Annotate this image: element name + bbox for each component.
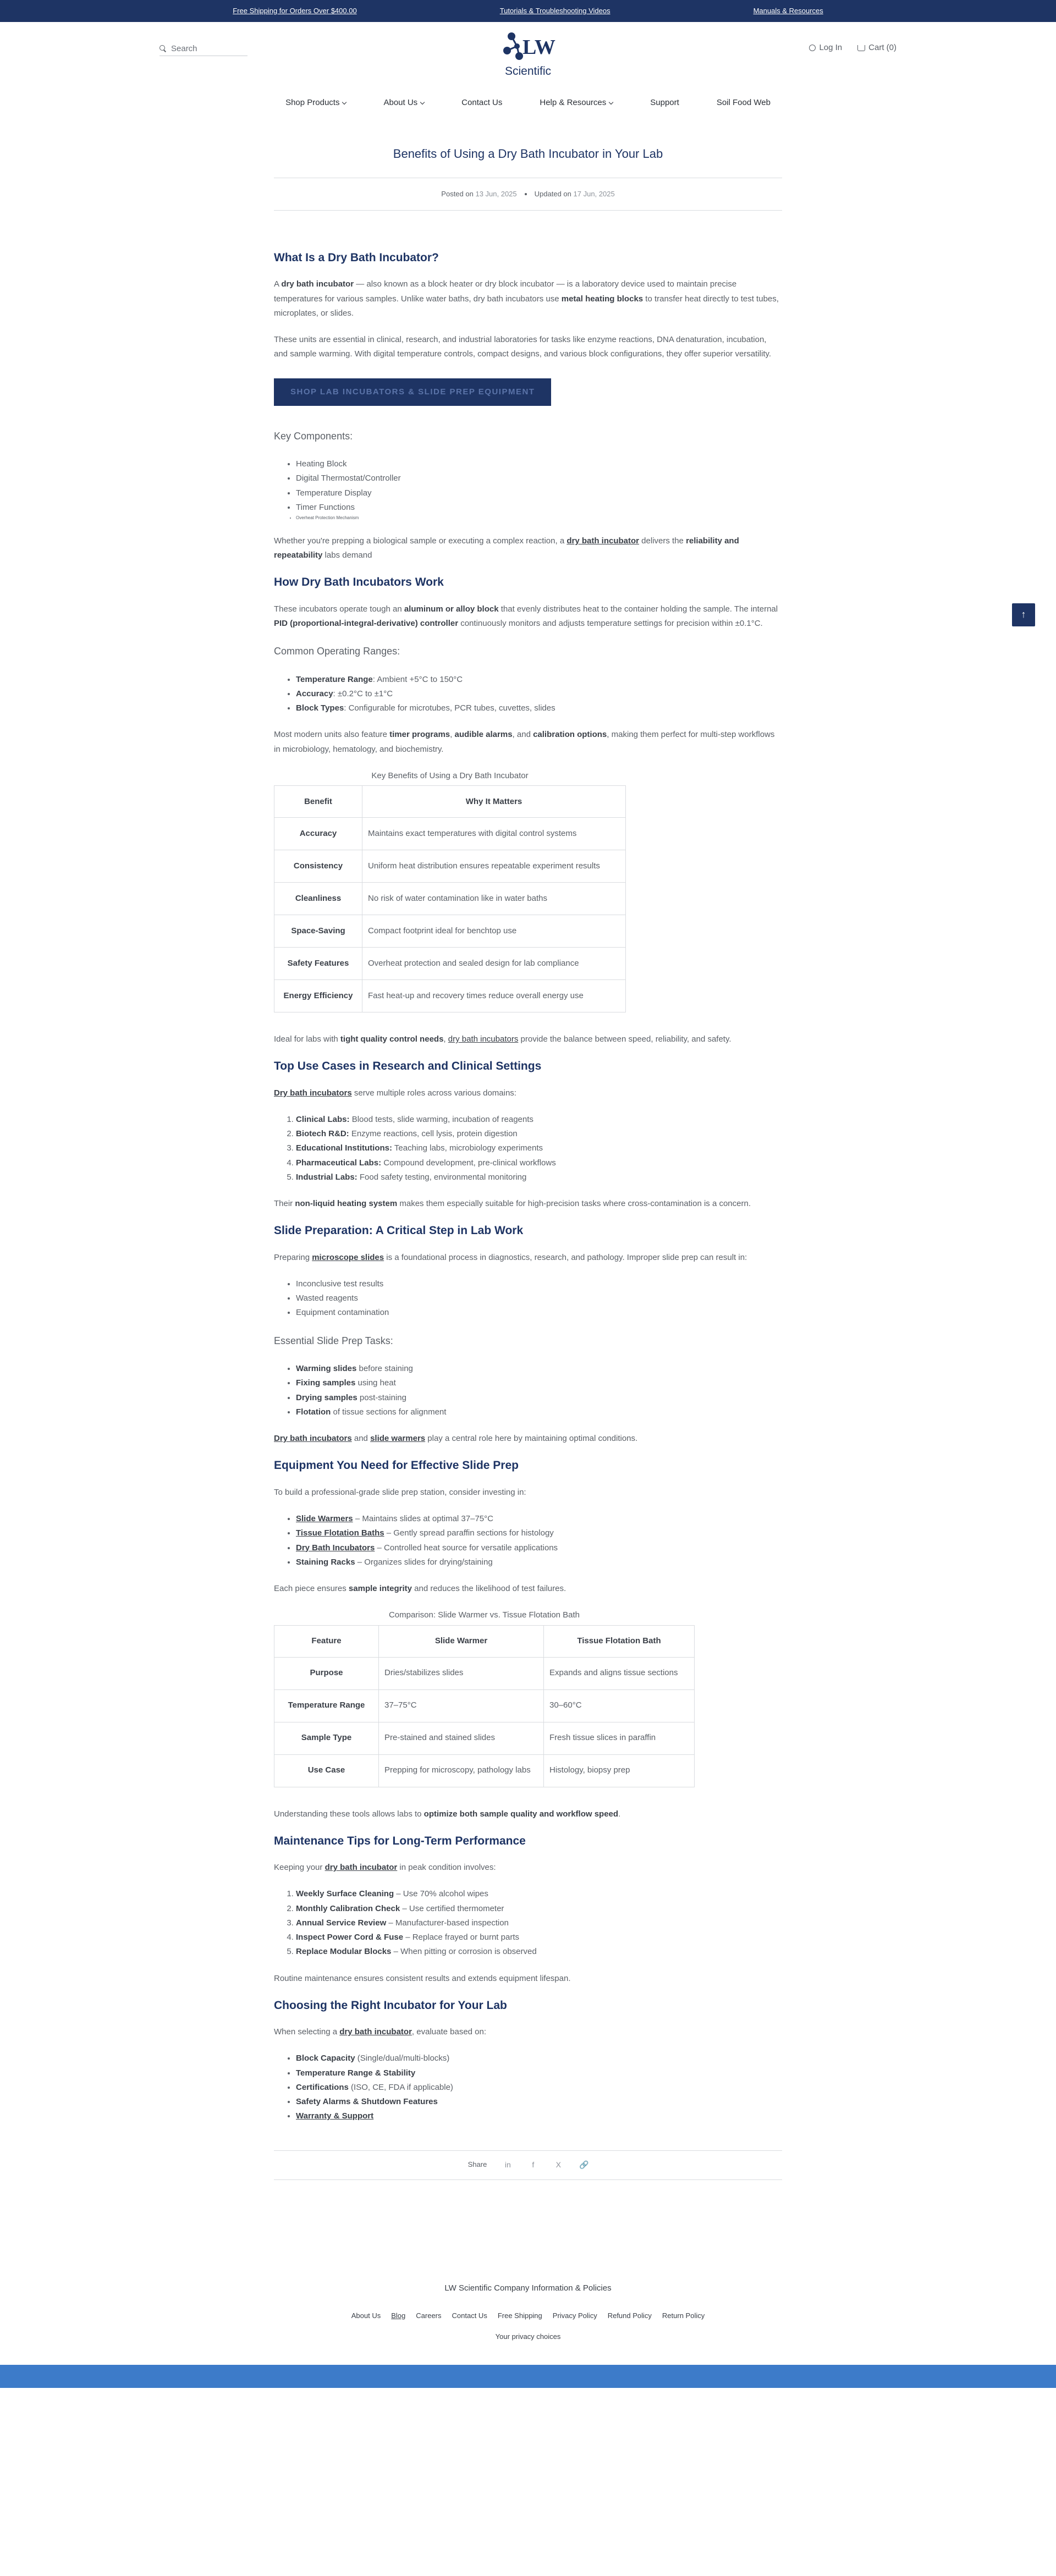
table-cell: 30–60°C: [544, 1689, 695, 1722]
bold-text: dry bath incubator: [281, 279, 354, 289]
text: post-staining: [357, 1392, 406, 1402]
table-cell: Uniform heat distribution ensures repeatable experiment results: [362, 850, 626, 883]
dry-bath-link[interactable]: Dry bath incubators: [274, 1088, 352, 1098]
bold-text: Safety Alarms & Shutdown Features: [296, 2097, 438, 2107]
list-item: [296, 1930, 782, 1945]
bold-text: Temperature Range: [296, 674, 373, 684]
text: – Use 70% alcohol wipes: [394, 1889, 488, 1899]
list-item: [296, 687, 782, 701]
table-cell: No risk of water contamination like in water baths: [362, 883, 626, 915]
text: – Use certified thermometer: [400, 1903, 504, 1913]
text: Teaching labs, microbiology experiments: [392, 1143, 543, 1153]
text: (ISO, CE, FDA if applicable): [348, 2082, 453, 2092]
meta-separator: [525, 193, 527, 195]
updated-label: Updated on: [534, 189, 571, 198]
list-item: • Digital Thermostat/Controller: [296, 471, 782, 486]
dry-bath-link[interactable]: dry bath incubator: [339, 2027, 412, 2037]
nav-label: About Us: [383, 98, 418, 108]
benefits-table: [274, 769, 626, 1012]
bold-text: calibration options: [533, 730, 607, 740]
logo-mark-icon: [501, 30, 556, 63]
maintenance-list: [296, 1887, 782, 1959]
bold-text: Clinical Labs:: [296, 1114, 350, 1124]
table-cell: 37–75°C: [379, 1689, 544, 1722]
bold-text: tight quality control needs: [340, 1034, 444, 1044]
text: Food safety testing, environmental monitoring: [357, 1172, 527, 1182]
text: Compound development, pre-clinical workflows: [381, 1158, 556, 1168]
list-item: [296, 2095, 782, 2109]
list-item: [296, 1376, 782, 1390]
table-row: [274, 883, 626, 915]
announcement-link-shipping[interactable]: Free Shipping for Orders Over $400.00: [233, 6, 357, 15]
bold-text: Pharmaceutical Labs:: [296, 1158, 382, 1168]
list-item: • Timer Functions: [296, 500, 782, 515]
nav-label: Support: [650, 98, 679, 108]
bold-text: Warming slides: [296, 1364, 357, 1374]
table-cell: Energy Efficiency: [274, 980, 362, 1012]
link-icon[interactable]: 🔗: [579, 2160, 589, 2170]
table-header: Feature: [274, 1625, 379, 1657]
table-row: [274, 948, 626, 980]
footer-title: LW Scientific Company Information & Policies: [444, 2283, 612, 2293]
table-cell: Fresh tissue slices in paraffin: [544, 1722, 695, 1754]
list-item: [296, 1902, 782, 1916]
announcement-link-tutorials[interactable]: Tutorials & Troubleshooting Videos: [499, 6, 610, 15]
table-row: [274, 1722, 695, 1754]
text: Each piece ensures: [274, 1584, 349, 1594]
table-cell: Use Case: [274, 1754, 379, 1787]
bold-text: Temperature Range & Stability: [296, 2068, 416, 2078]
list-item: [296, 1170, 782, 1185]
slide-warmers-link[interactable]: Slide Warmers: [296, 1514, 353, 1524]
article-title: Benefits of Using a Dry Bath Incubator in Your Lab: [393, 147, 663, 161]
bold-text: reliability and repeatability: [274, 536, 739, 560]
text: before staining: [356, 1364, 413, 1374]
subheading: Essential Slide Prep Tasks:: [274, 1335, 393, 1346]
list-item: [296, 673, 782, 687]
list-item: [296, 1945, 782, 1959]
section-heading: What Is a Dry Bath Incubator?: [274, 251, 439, 264]
table-cell: Expands and aligns tissue sections: [544, 1657, 695, 1689]
list-item: [296, 1541, 782, 1555]
warranty-support-link[interactable]: Warranty & Support: [296, 2111, 374, 2121]
footer-link-privacy[interactable]: Privacy Policy: [552, 2311, 597, 2320]
list-item: [296, 1916, 782, 1930]
nav-support[interactable]: [631, 96, 698, 110]
bold-text: PID (proportional-integral-derivative) controller: [274, 618, 459, 628]
article-meta: [274, 178, 782, 211]
text: , and: [512, 730, 534, 740]
text: Understanding these tools allows labs to: [274, 1809, 424, 1819]
text: ,: [450, 730, 455, 740]
search-box[interactable]: [160, 44, 248, 56]
logo-text: Scientific: [504, 65, 552, 78]
list-item: [296, 1156, 782, 1170]
chevron-down-icon: [609, 100, 613, 104]
table-header: Tissue Flotation Bath: [544, 1625, 695, 1657]
text: Most modern units also feature: [274, 730, 390, 740]
table-cell: Purpose: [274, 1657, 379, 1689]
header-actions: [809, 41, 897, 55]
footer-link-refund[interactable]: Refund Policy: [607, 2311, 652, 2320]
footer-links: [0, 2310, 1056, 2331]
slide-warmers-link[interactable]: slide warmers: [370, 1434, 426, 1444]
bold-text: audible alarms: [454, 730, 513, 740]
paragraph: Routine maintenance ensures consistent results and extends equipment lifespan.: [274, 1973, 571, 1983]
ranges-list: [296, 673, 782, 716]
list-item: [296, 701, 782, 715]
section-heading: Top Use Cases in Research and Clinical Settings: [274, 1060, 542, 1073]
posted-date: [441, 188, 516, 201]
dry-bath-link[interactable]: Dry bath incubators: [274, 1434, 352, 1444]
bottom-bar: [0, 2365, 1056, 2388]
table-cell: Dries/stabilizes slides: [379, 1657, 544, 1689]
table-row: [274, 1754, 695, 1787]
text: – When pitting or corrosion is observed: [391, 1947, 537, 1957]
list-item: [296, 1405, 782, 1419]
text: labs demand: [322, 551, 372, 560]
bold-text: timer programs: [389, 730, 450, 740]
nav-label: Contact Us: [461, 98, 503, 108]
share-label: Share: [468, 2160, 487, 2169]
bold-text: Monthly Calibration Check: [296, 1903, 400, 1913]
table-header-row: [274, 786, 626, 818]
text: A: [274, 279, 282, 289]
bold-text: sample integrity: [348, 1584, 412, 1594]
list-item: [296, 2109, 782, 2123]
article: [274, 124, 782, 2180]
microscope-slides-link[interactable]: microscope slides: [312, 1252, 384, 1262]
text: – Replace frayed or burnt parts: [403, 1933, 519, 1942]
dry-bath-link[interactable]: dry bath incubator: [324, 1863, 398, 1873]
issues-list: [296, 1277, 782, 1320]
cart-label: Cart (0): [868, 43, 897, 52]
search-icon: [160, 45, 167, 52]
footer-link-contact[interactable]: Contact Us: [452, 2311, 487, 2320]
list-item: [296, 1391, 782, 1405]
text: provide the balance between speed, reliability, and safety.: [518, 1034, 732, 1044]
text: to transfer heat directly to test tubes, microplates, or slides.: [274, 294, 779, 318]
text: – Organizes slides for drying/staining: [355, 1557, 493, 1567]
text: – Maintains slides at optimal 37–75°C: [353, 1514, 493, 1524]
table-cell: Cleanliness: [274, 883, 362, 915]
criteria-list: [296, 2051, 782, 2123]
bold-text: Block Types: [296, 703, 344, 713]
paragraph: [274, 728, 782, 757]
table-cell: Sample Type: [274, 1722, 379, 1754]
bold-text: metal heating blocks: [561, 294, 644, 304]
table-cell: Consistency: [274, 850, 362, 883]
section-heading: How Dry Bath Incubators Work: [274, 576, 444, 589]
linkedin-icon[interactable]: in: [504, 2160, 511, 2170]
text: Whether you're prepping a biological sample or executing a complex reaction, a: [274, 536, 567, 546]
text: : Ambient +5°C to 150°C: [372, 674, 463, 684]
comparison-table: [274, 1608, 695, 1787]
table-caption: Key Benefits of Using a Dry Bath Incubator: [371, 770, 529, 780]
paragraph: [274, 1432, 782, 1446]
cart-link[interactable]: [857, 41, 897, 55]
list-item: [296, 1127, 782, 1141]
list-item: [296, 1362, 782, 1376]
text: : Configurable for microtubes, PCR tubes, cuvettes, slides: [344, 703, 556, 713]
list-item: [296, 1141, 782, 1155]
text: , making them perfect for multi-step workflows in microbiology, hematology, and biochemistry.: [274, 730, 775, 754]
text: in peak condition involves:: [397, 1863, 496, 1873]
section-heading: Slide Preparation: A Critical Step in Lab Work: [274, 1224, 524, 1237]
posted-label: Posted on: [441, 189, 474, 198]
table-cell: Compact footprint ideal for benchtop use: [362, 915, 626, 948]
table-cell: Temperature Range: [274, 1689, 379, 1722]
text: These incubators operate tough an: [274, 604, 404, 614]
nav-soil-food-web[interactable]: [698, 96, 789, 110]
text: of tissue sections for alignment: [331, 1407, 447, 1417]
arrow-up-icon: ↑: [1021, 609, 1026, 620]
text: – Controlled heat source for versatile applications: [375, 1543, 558, 1553]
facebook-icon[interactable]: f: [532, 2160, 535, 2170]
table-cell: Safety Features: [274, 948, 362, 980]
dry-bath-link[interactable]: dry bath incubators: [448, 1034, 519, 1044]
subheading: Key Components:: [274, 430, 353, 442]
tissue-flotation-link[interactable]: Tissue Flotation Baths: [296, 1528, 384, 1538]
subheading: Common Operating Ranges:: [274, 646, 400, 657]
bold-text: Fixing samples: [296, 1378, 356, 1388]
list-item: • Overheat Protection Mechanism: [296, 515, 782, 522]
text: ,: [443, 1034, 448, 1044]
text: When selecting a: [274, 2027, 340, 2037]
announcement-bar: [0, 0, 1056, 22]
paragraph: These units are essential in clinical, research, and industrial laboratories for tasks like enzyme reactions, DNA denaturation, incubation, and sample warming. With digital temperature controls, compact designs, and various block configurations, they offer superior versatility.: [274, 335, 772, 359]
paragraph: [274, 1086, 782, 1100]
table-header: Why It Matters: [362, 786, 626, 818]
text: and reduces the likelihood of test failures.: [411, 1584, 566, 1594]
paragraph: [274, 1582, 782, 1596]
nav-about-us[interactable]: [365, 96, 443, 110]
logo[interactable]: [501, 30, 556, 79]
text: Preparing: [274, 1252, 312, 1262]
footer-link-careers[interactable]: Careers: [416, 2311, 442, 2320]
site-header: [0, 22, 1056, 82]
text: serve multiple roles across various domains:: [351, 1088, 516, 1098]
posted-date-value: 13 Jun, 2025: [475, 189, 517, 198]
announcement-link-manuals[interactable]: Manuals & Resources: [753, 6, 823, 15]
text: and: [351, 1434, 371, 1444]
list-item: • Temperature Display: [296, 486, 782, 500]
table-cell: Space-Saving: [274, 915, 362, 948]
search-input[interactable]: [171, 44, 243, 53]
user-icon: [809, 45, 816, 51]
text: is a foundational process in diagnostics, research, and pathology. Improper slide prep can result in:: [384, 1252, 747, 1262]
text: , evaluate based on:: [411, 2027, 487, 2037]
footer-link-shipping[interactable]: Free Shipping: [497, 2311, 542, 2320]
footer-link-return[interactable]: Return Policy: [662, 2311, 705, 2320]
text: that evenly distributes heat to the container holding the sample. The internal: [498, 604, 778, 614]
text: – Manufacturer-based inspection: [386, 1918, 509, 1928]
bold-text: non-liquid heating system: [295, 1199, 398, 1209]
cart-icon: [857, 45, 865, 51]
table-row: [274, 818, 626, 850]
text: Ideal for labs with: [274, 1034, 340, 1044]
updated-date-value: 17 Jun, 2025: [573, 189, 615, 198]
bold-text: Educational Institutions:: [296, 1143, 392, 1153]
text: Keeping your: [274, 1863, 325, 1873]
bold-text: Replace Modular Blocks: [296, 1947, 392, 1957]
table-cell: Prepping for microscopy, pathology labs: [379, 1754, 544, 1787]
text: Blood tests, slide warming, incubation of reagents: [349, 1114, 534, 1124]
list-item: [296, 1887, 782, 1901]
list-item: • Equipment contamination: [296, 1306, 782, 1320]
text: Enzyme reactions, cell lysis, protein digestion: [349, 1129, 518, 1139]
main-nav: [0, 82, 1056, 124]
list-item: [296, 1526, 782, 1540]
table-row: [274, 915, 626, 948]
components-list: [296, 457, 782, 522]
list-item: • Heating Block: [296, 457, 782, 471]
footer-link-blog[interactable]: Blog: [391, 2311, 406, 2320]
table-header: Benefit: [274, 786, 362, 818]
privacy-choices-link[interactable]: Your privacy choices: [495, 2332, 561, 2341]
list-item: • Wasted reagents: [296, 1291, 782, 1306]
paragraph: [274, 1197, 782, 1211]
table-cell: Fast heat-up and recovery times reduce overall energy use: [362, 980, 626, 1012]
login-label: Log In: [819, 43, 843, 52]
bold-text: Certifications: [296, 2082, 349, 2092]
table-cell: Accuracy: [274, 818, 362, 850]
share-bar: [274, 2150, 782, 2180]
table-cell: Pre-stained and stained slides: [379, 1722, 544, 1754]
bold-text: Weekly Surface Cleaning: [296, 1889, 394, 1899]
table-caption: Comparison: Slide Warmer vs. Tissue Flotation Bath: [388, 1610, 580, 1620]
bold-text: aluminum or alloy block: [404, 604, 499, 614]
nav-label: Help & Resources: [540, 98, 607, 108]
list-item: [296, 1555, 782, 1570]
dry-bath-link[interactable]: Dry Bath Incubators: [296, 1543, 375, 1553]
table-row: [274, 1657, 695, 1689]
text: .: [618, 1809, 621, 1819]
chevron-down-icon: [420, 100, 425, 104]
updated-date: [535, 188, 615, 201]
table-cell: Overheat protection and sealed design for lab compliance: [362, 948, 626, 980]
text: : ±0.2°C to ±1°C: [333, 689, 393, 698]
nav-label: Shop Products: [285, 98, 340, 108]
nav-help-resources[interactable]: [521, 96, 631, 110]
list-item: • Inconclusive test results: [296, 1277, 782, 1291]
list-item: [296, 2051, 782, 2066]
text: using heat: [355, 1378, 396, 1388]
equipment-list: [296, 1512, 782, 1570]
login-link[interactable]: [809, 41, 842, 55]
bold-text: Industrial Labs:: [296, 1172, 358, 1182]
text: — also known as a block heater or dry block incubator — is a laboratory device used to maintain precise temperatures for various samples. Unlike water baths, dry bath incubators use: [274, 279, 737, 304]
bold-text: optimize both sample quality and workflow speed: [424, 1809, 619, 1819]
paragraph: [274, 2025, 782, 2039]
paragraph: [274, 602, 782, 631]
table-header: Slide Warmer: [379, 1625, 544, 1657]
section-heading: Equipment You Need for Effective Slide Prep: [274, 1459, 519, 1472]
paragraph: [274, 277, 782, 321]
nav-label: Soil Food Web: [716, 98, 771, 108]
bold-text: Annual Service Review: [296, 1918, 387, 1928]
nav-shop-products[interactable]: [267, 96, 365, 110]
list-item: [296, 2080, 782, 2095]
paragraph: To build a professional-grade slide prep station, consider investing in:: [274, 1487, 526, 1497]
text: Their: [274, 1199, 295, 1209]
text: continuously monitors and adjusts temperature settings for precision within ±0.1°C.: [458, 618, 763, 628]
section-heading: Choosing the Right Incubator for Your Lab: [274, 1999, 507, 2012]
x-icon[interactable]: X: [556, 2160, 562, 2170]
list-item: [296, 2066, 782, 2080]
table-row: [274, 850, 626, 883]
tasks-list: [296, 1362, 782, 1419]
paragraph: [274, 1861, 782, 1875]
dry-bath-link[interactable]: dry bath incubator: [566, 536, 640, 546]
svg-text:LW: LW: [522, 36, 556, 59]
paragraph: [274, 1251, 782, 1265]
table-row: [274, 980, 626, 1012]
bold-text: Accuracy: [296, 689, 333, 698]
section-heading: Maintenance Tips for Long-Term Performance: [274, 1834, 526, 1847]
footer-link-about[interactable]: About Us: [351, 2311, 381, 2320]
bold-text: Inspect Power Cord & Fuse: [296, 1933, 404, 1942]
site-footer: [0, 2180, 1056, 2388]
list-item: [296, 1113, 782, 1127]
text: delivers the: [639, 536, 686, 546]
paragraph: [274, 1807, 782, 1821]
text: (Single/dual/multi-blocks): [355, 2054, 450, 2063]
nav-contact-us[interactable]: [443, 96, 521, 110]
bold-text: Drying samples: [296, 1392, 358, 1402]
table-cell: Maintains exact temperatures with digital control systems: [362, 818, 626, 850]
list-item: [296, 1512, 782, 1526]
chevron-down-icon: [342, 100, 346, 104]
paragraph: [274, 534, 782, 563]
use-cases-list: [296, 1113, 782, 1185]
table-header-row: [274, 1625, 695, 1657]
bold-text: Biotech R&D:: [296, 1129, 349, 1139]
text: play a central role here by maintaining optimal conditions.: [425, 1434, 638, 1444]
bold-text: Flotation: [296, 1407, 331, 1417]
text: makes them especially suitable for high-precision tasks where cross-contamination is a concern.: [397, 1199, 751, 1209]
paragraph: [274, 1032, 782, 1047]
shop-cta-button[interactable]: SHOP LAB INCUBATORS & SLIDE PREP EQUIPMENT: [274, 378, 551, 406]
scroll-to-top-button[interactable]: [1012, 603, 1035, 626]
text: – Gently spread paraffin sections for histology: [384, 1528, 554, 1538]
table-cell: Histology, biopsy prep: [544, 1754, 695, 1787]
bold-text: Staining Racks: [296, 1557, 355, 1567]
table-row: [274, 1689, 695, 1722]
bold-text: Block Capacity: [296, 2054, 355, 2063]
